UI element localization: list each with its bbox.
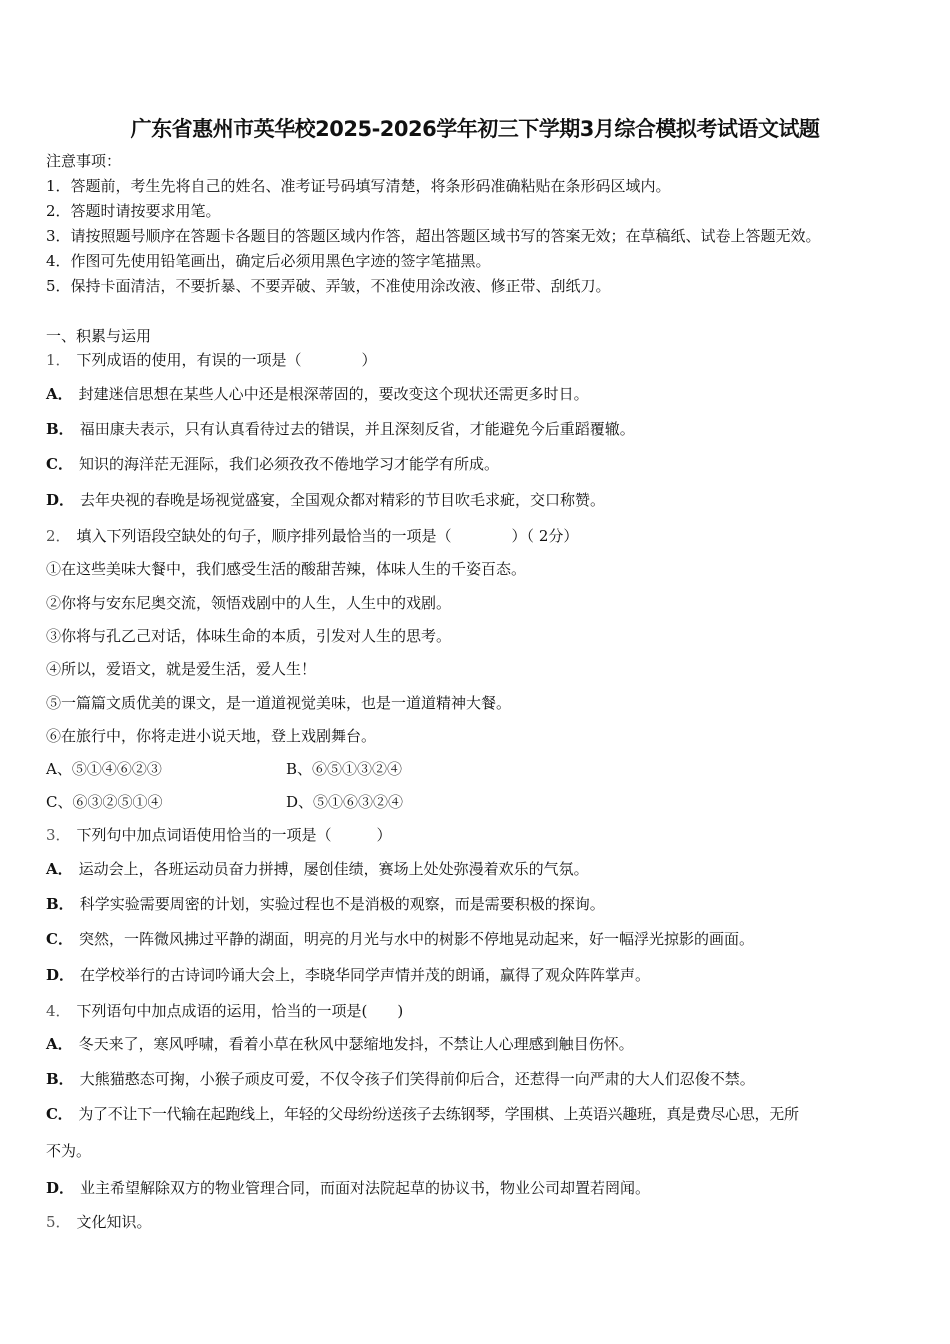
question-3: 3． 下列句中加点词语使用恰当的一项是（ ） xyxy=(46,826,392,844)
option-a: A． 冬天来了，寒风呼啸，看着小草在秋风中瑟缩地发抖，不禁让人心理感到触目伤怀。 xyxy=(46,1035,634,1053)
section-heading: 一、积累与运用 xyxy=(46,327,152,345)
option-a: A． 运动会上，各班运动员奋力拼搏，屡创佳绩，赛场上处处弥漫着欢乐的气氛。 xyxy=(46,860,589,878)
option-b: B． 福田康夫表示，只有认真看待过去的错误，并且深刻反省，才能避免今后重蹈覆辙。 xyxy=(46,420,635,438)
option-d: D． 业主希望解除双方的物业管理合同，而面对法院起草的协议书，物业公司却置若罔闻。 xyxy=(46,1179,651,1197)
option-c: C、⑥③②⑤①④ xyxy=(46,793,163,811)
sentence-item: ④所以，爱语文，就是爱生活，爱人生！ xyxy=(46,660,317,678)
option-b: B、⑥⑤①③②④ xyxy=(286,760,403,778)
sentence-item: ⑤一篇篇文质优美的课文，是一道道视觉美味，也是一道道精神大餐。 xyxy=(46,694,512,712)
option-b: B． 大熊猫憨态可掬，小猴子顽皮可爱，不仅令孩子们笑得前仰后合，还惹得一向严肃的大人们忍俊不禁。 xyxy=(46,1070,755,1088)
notice-heading: 注意事项： xyxy=(46,152,122,170)
question-4: 4． 下列语句中加点成语的运用，恰当的一项是( ) xyxy=(46,1002,404,1020)
question-stem: 下列成语的使用，有误的一项是（ ） xyxy=(76,351,377,369)
question-2: 2． 填入下列语段空缺处的句子，顺序排列最恰当的一项是（ ）（ 2分） xyxy=(46,527,579,545)
option-c: C． 知识的海洋茫无涯际，我们必须孜孜不倦地学习才能学有所成。 xyxy=(46,455,499,473)
notice-item: 5．保持卡面清洁，不要折暴、不要弄破、弄皱，不准使用涂改液、修正带、刮纸刀。 xyxy=(46,277,611,295)
option-c: C． 突然，一阵微风拂过平静的湖面，明亮的月光与水中的树影不停地晃动起来，好一幅浮光掠影的画面。 xyxy=(46,930,754,948)
sentence-item: ③你将与孔乙己对话，体味生命的本质，引发对人生的思考。 xyxy=(46,627,452,645)
option-c-continued: 不为。 xyxy=(46,1142,92,1160)
option-c: C． 为了不让下一代输在起跑线上，年轻的父母纷纷送孩子去练钢琴，学围棋、上英语兴趣班，真是费尽心思，无所 xyxy=(46,1105,799,1123)
notice-item: 3．请按照题号顺序在答题卡各题目的答题区域内作答，超出答题区域书写的答案无效；在草稿纸、试卷上答题无效。 xyxy=(46,227,821,245)
option-d: D、⑤①⑥③②④ xyxy=(286,793,404,811)
question-number: 1． xyxy=(46,351,71,369)
option-d: D． 去年央视的春晚是场视觉盛宴，全国观众都对精彩的节目吹毛求疵，交口称赞。 xyxy=(46,491,606,509)
option-a: A、⑤①④⑥②③ xyxy=(46,760,162,778)
option-b: B． 科学实验需要周密的计划，实验过程也不是消极的观察，而是需要积极的探询。 xyxy=(46,895,605,913)
notice-item: 4．作图可先使用铅笔画出，确定后必须用黑色字迹的签字笔描黑。 xyxy=(46,252,491,270)
notice-item: 1．答题前，考生先将自己的姓名、准考证号码填写清楚，将条形码准确粘贴在条形码区域内。 xyxy=(46,177,671,195)
question-1 xyxy=(46,350,377,370)
sentence-item: ②你将与安东尼奥交流，领悟戏剧中的人生，人生中的戏剧。 xyxy=(46,594,452,612)
question-5: 5． 文化知识。 xyxy=(46,1213,152,1231)
notice-item: 2．答题时请按要求用笔。 xyxy=(46,202,221,220)
sentence-item: ⑥在旅行中，你将走进小说天地，登上戏剧舞台。 xyxy=(46,727,377,745)
sentence-item: ①在这些美味大餐中，我们感受生活的酸甜苦辣，体味人生的千姿百态。 xyxy=(46,560,527,578)
option-d: D． 在学校举行的古诗词吟诵大会上，李晓华同学声情并茂的朗诵，赢得了观众阵阵掌声。 xyxy=(46,966,651,984)
page-title: 广东省惠州市英华校2025-2026学年初三下学期3月综合模拟考试语文试题 xyxy=(130,117,820,141)
option-a: A． 封建迷信思想在某些人心中还是根深蒂固的，要改变这个现状还需更多时日。 xyxy=(46,385,589,403)
